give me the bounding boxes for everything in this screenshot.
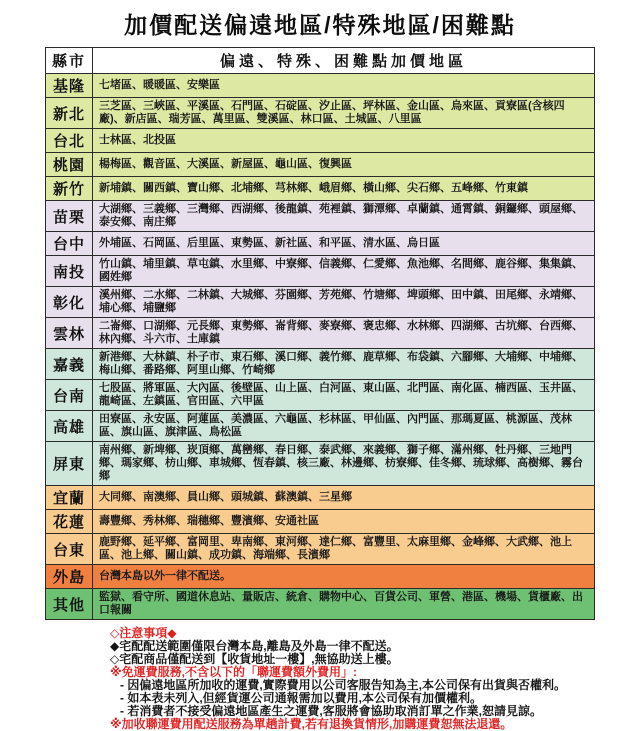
area-list: 壽豐鄉、秀林鄉、瑞穗鄉、豐濱鄉、安通社區 — [93, 510, 595, 534]
county-label: 台中 — [46, 232, 93, 256]
note-line: ※免運費服務,不含以下的「聯運費額外費用」: — [110, 665, 357, 679]
county-label: 台北 — [46, 129, 93, 153]
county-label: 基隆 — [46, 74, 93, 98]
county-label: 台南 — [46, 380, 93, 411]
county-label: 台東 — [46, 534, 93, 565]
area-list: 溪州鄉、二水鄉、二林鎮、大城鄉、芬園鄉、芳苑鄉、竹塘鄉、埤頭鄉、田中鎮、田尾鄉、永靖鄉、埔心鄉、埔鹽鄉 — [93, 287, 595, 318]
area-list: 二崙鄉、口湖鄉、元長鄉、東勢鄉、崙背鄉、麥寮鄉、褒忠鄉、水林鄉、四湖鄉、古坑鄉、台西鄉、林內鄉、斗六市、土庫鎮 — [93, 318, 595, 349]
table-row — [46, 287, 595, 318]
table-row — [46, 442, 595, 486]
table-row — [46, 349, 595, 380]
table-row — [46, 232, 595, 256]
area-list: 新港鄉、大林鎮、朴子市、東石鄉、溪口鄉、義竹鄉、鹿草鄉、布袋鎮、六腳鄉、大埔鄉、中埔鄉、梅山鄉、番路鄉、阿里山鄉、竹崎鄉 — [93, 349, 595, 380]
county-label: 宜蘭 — [46, 486, 93, 510]
table-row — [46, 534, 595, 565]
county-label: 外島 — [46, 565, 93, 589]
county-label: 彰化 — [46, 287, 93, 318]
table-row — [46, 153, 595, 177]
table-row — [46, 98, 595, 129]
county-label: 新竹 — [46, 177, 93, 201]
county-label: 屏東 — [46, 442, 93, 486]
table-header-row — [46, 48, 595, 74]
area-list: 大湖鄉、三義鄉、三灣鄉、西湖鄉、後龍鎮、苑裡鎮、獅潭鄉、卓蘭鎮、通霄鎮、銅鑼鄉、頭屋鄉、泰安鄉、南庄鄉 — [93, 201, 595, 232]
table-row — [46, 201, 595, 232]
area-list: 監獄、看守所、國道休息站、量販店、統倉、購物中心、百貨公司、軍營、港區、機場、貨櫃廠、出口報關 — [93, 589, 595, 620]
area-list: 鹿野鄉、延平鄉、富岡里、卑南鄉、東河鄉、達仁鄉、富豐里、太麻里鄉、金峰鄉、大武鄉、池上區、池上鄉、關山鎮、成功鎮、海端鄉、長濱鄉 — [93, 534, 595, 565]
table-row — [46, 256, 595, 287]
note-line: ※加收聯運費用配送服務為單趟計費,若有退換貨情形,加購運費恕無法退還。 — [110, 717, 513, 731]
area-list: 七堵區、暖暖區、安樂區 — [93, 74, 595, 98]
note-line: - 若消費者不接受偏遠地區產生之運費,客服將會協助取消訂單之作業,恕請見諒。 — [120, 704, 543, 718]
area-list: 士林區、北投區 — [93, 129, 595, 153]
table-row — [46, 510, 595, 534]
area-list: 三芝區、三峽區、平溪區、石門區、石碇區、汐止區、坪林區、金山區、烏來區、貢寮區(含核四廠)、新店區、瑞芳區、萬里區、雙溪區、林口區、土城區、八里區 — [93, 98, 595, 129]
county-label: 苗栗 — [46, 201, 93, 232]
notes-section — [110, 627, 640, 731]
table-row — [46, 589, 595, 620]
table-row — [46, 74, 595, 98]
note-line: ◇宅配商品僅配送到【收貨地址一樓】,無協助送上樓。 — [110, 652, 399, 666]
table-row — [46, 318, 595, 349]
areas-column-header: 偏遠、特殊、困難點加價地區 — [93, 48, 595, 74]
county-label: 嘉義 — [46, 349, 93, 380]
area-list: 新埔鎮、關西鎮、寶山鄉、北埔鄉、芎林鄉、峨眉鄉、橫山鄉、尖石鄉、五峰鄉、竹東鎮 — [93, 177, 595, 201]
note-line: - 因偏遠地區所加收的運費,實際費用以公司客服告知為主,本公司保有出貨與否權利。 — [120, 678, 567, 692]
area-list: 田寮區、永安區、阿蓮區、美濃區、六龜區、杉林區、甲仙區、內門區、那瑪夏區、桃源區、茂林區、旗山區、旗津區、鳥松區 — [93, 411, 595, 442]
table-row — [46, 380, 595, 411]
county-label: 南投 — [46, 256, 93, 287]
area-list: 大同鄉、南澳鄉、員山鄉、頭城鎮、蘇澳鎮、三星鄉 — [93, 486, 595, 510]
area-list: 七股區、將軍區、大內區、後壁區、山上區、白河區、東山區、北門區、南化區、楠西區、玉井區、龍崎區、左鎮區、官田區、六甲區 — [93, 380, 595, 411]
page-title: 加價配送偏遠地區/特殊地區/困難點 — [124, 12, 516, 38]
table-body — [46, 74, 595, 620]
area-list: 竹山鎮、埔里鎮、草屯鎮、水里鄉、中寮鄉、信義鄉、仁愛鄉、魚池鄉、名間鄉、鹿谷鄉、集集鎮、國姓鄉 — [93, 256, 595, 287]
surcharge-table — [45, 47, 595, 620]
area-list: 楊梅區、觀音區、大溪區、新屋區、龜山區、復興區 — [93, 153, 595, 177]
area-list: 南州鄉、新埤鄉、崁頂鄉、萬巒鄉、春日鄉、泰武鄉、來義鄉、獅子鄉、滿州鄉、牡丹鄉、三地門鄉、瑪家鄉、枋山鄉、車城鄉、恆春鎮、核三廠、林邊鄉、枋寮鄉、佳冬鄉、琉球鄉、高樹鄉、霧台鄉 — [93, 442, 595, 486]
note-line: - 如本表未列入,但經貨運公司通報需加以費用,本公司保有加價權利。 — [120, 691, 483, 705]
county-label: 新北 — [46, 98, 93, 129]
area-list: 台灣本島以外一律不配送。 — [93, 565, 595, 589]
table-row — [46, 411, 595, 442]
note-line: ◇注意事項◆ — [110, 626, 177, 640]
county-column-header: 縣市 — [46, 48, 93, 74]
table-row — [46, 486, 595, 510]
county-label: 桃園 — [46, 153, 93, 177]
table-row — [46, 565, 595, 589]
county-label: 其他 — [46, 589, 93, 620]
county-label: 雲林 — [46, 318, 93, 349]
county-label: 花蓮 — [46, 510, 93, 534]
table-row — [46, 129, 595, 153]
county-label: 高雄 — [46, 411, 93, 442]
area-list: 外埔區、石岡區、后里區、東勢區、新社區、和平區、清水區、烏日區 — [93, 232, 595, 256]
table-row — [46, 177, 595, 201]
note-line: ◆宅配配送範圍僅限台灣本島,離島及外島一律不配送。 — [110, 639, 399, 653]
